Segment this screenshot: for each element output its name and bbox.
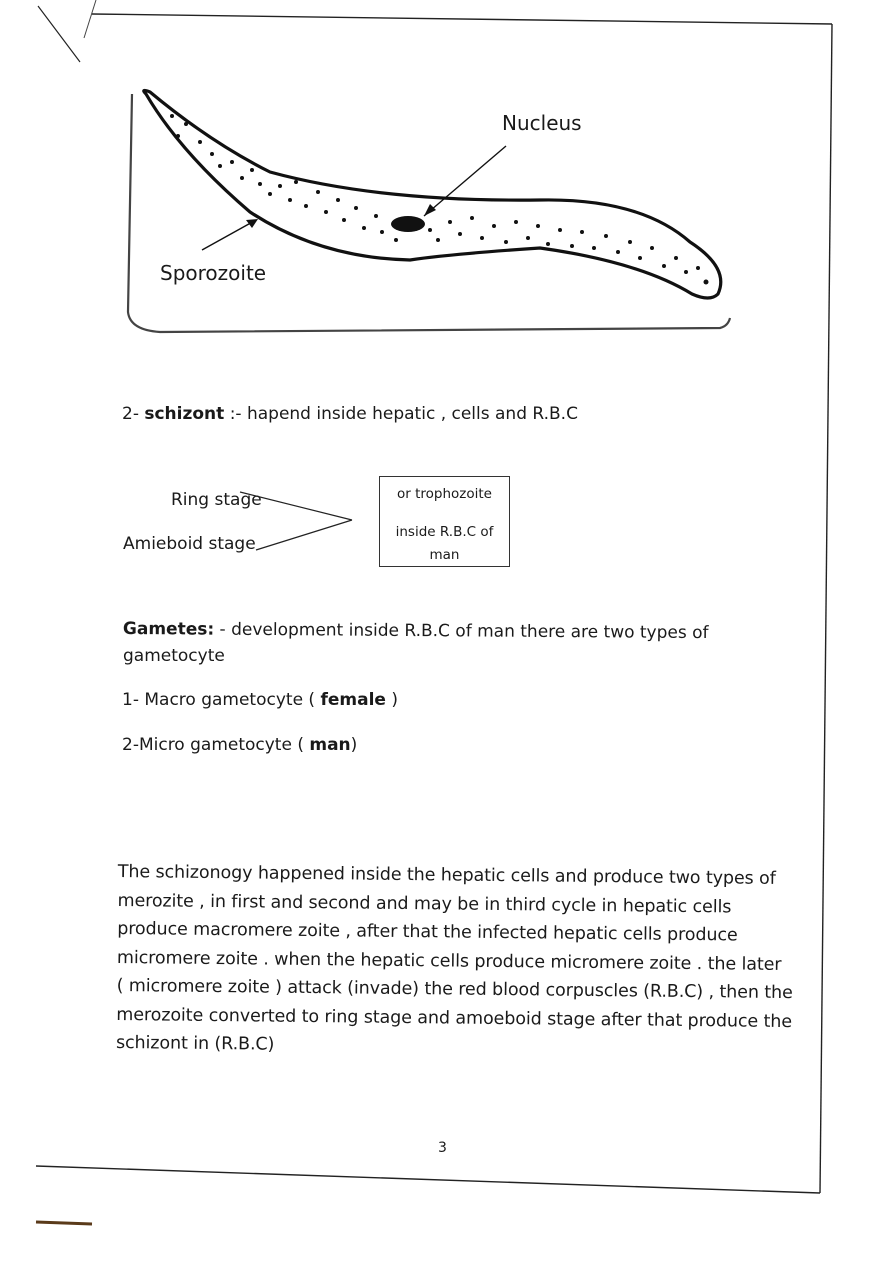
page-number: 3	[438, 1140, 447, 1156]
nucleus-pointer	[424, 146, 506, 216]
gametes-term: Gametes:	[122, 619, 215, 640]
female-label: female	[320, 690, 386, 710]
paragraph-line: ( micromere zoite ) attack (invade) the red blood corpuscles (R.B.C) , then the	[116, 975, 793, 1004]
nucleus-label: Nucleus	[502, 111, 582, 135]
trophozoite-box-line2: inside R.B.C of	[395, 524, 494, 540]
man-label: man	[309, 735, 351, 755]
trophozoite-box-line3: man	[429, 547, 460, 563]
sporozoite-arrowhead	[246, 219, 258, 228]
sporozoite-diagram	[120, 82, 740, 342]
sporozoite-label: Sporozoite	[160, 261, 267, 285]
paragraph-line: schizont in (R.B.C)	[115, 1032, 275, 1055]
stage-merge-arrow	[236, 484, 360, 558]
schizont-prefix: 2-	[122, 404, 145, 424]
gametes-line2: gametocyte	[123, 646, 225, 666]
gametes-description: - development inside R.B.C of man there are two types of	[214, 619, 709, 644]
micro-gametocyte-item: 2-Micro gametocyte ( man)	[122, 735, 358, 755]
nucleus-arrowhead	[424, 204, 436, 216]
trophozoite-box	[379, 476, 510, 567]
schizont-heading	[122, 404, 578, 424]
paragraph-line: micromere zoite . when the hepatic cells produce micromere zoite . the later	[116, 947, 782, 975]
nucleus-shape	[391, 216, 425, 232]
trophozoite-box-line1: or trophozoite	[397, 486, 492, 502]
amieboid-stage-label: Amieboid stage	[123, 534, 256, 554]
frame-top-border	[92, 14, 832, 24]
schizont-description: :- hapend inside hepatic , cells and R.B.C	[224, 404, 578, 424]
frame-bottom-smudge	[36, 1222, 92, 1224]
paragraph-line: produce macromere zoite , after that the infected hepatic cells produce	[117, 918, 738, 946]
paragraph-line: merozite , in first and second and may be in third cycle in hepatic cells	[117, 890, 732, 917]
ring-stage-label: Ring stage	[171, 490, 262, 510]
sporozoite-pointer	[202, 220, 256, 250]
macro-gametocyte-item: 1- Macro gametocyte ( female )	[122, 690, 398, 710]
frame-bottom-border	[36, 1166, 820, 1193]
frame-right-border	[820, 24, 832, 1193]
corner-fold-line-2	[84, 0, 96, 38]
schizonogy-paragraph	[115, 858, 793, 1064]
gametes-heading	[123, 619, 709, 643]
paragraph-line: The schizonogy happened inside the hepatic cells and produce two types of	[117, 861, 776, 889]
schizont-term: schizont	[144, 404, 225, 424]
paragraph-line: merozoite converted to ring stage and amoeboid stage after that produce the	[116, 1004, 793, 1032]
corner-fold-line	[38, 6, 80, 62]
